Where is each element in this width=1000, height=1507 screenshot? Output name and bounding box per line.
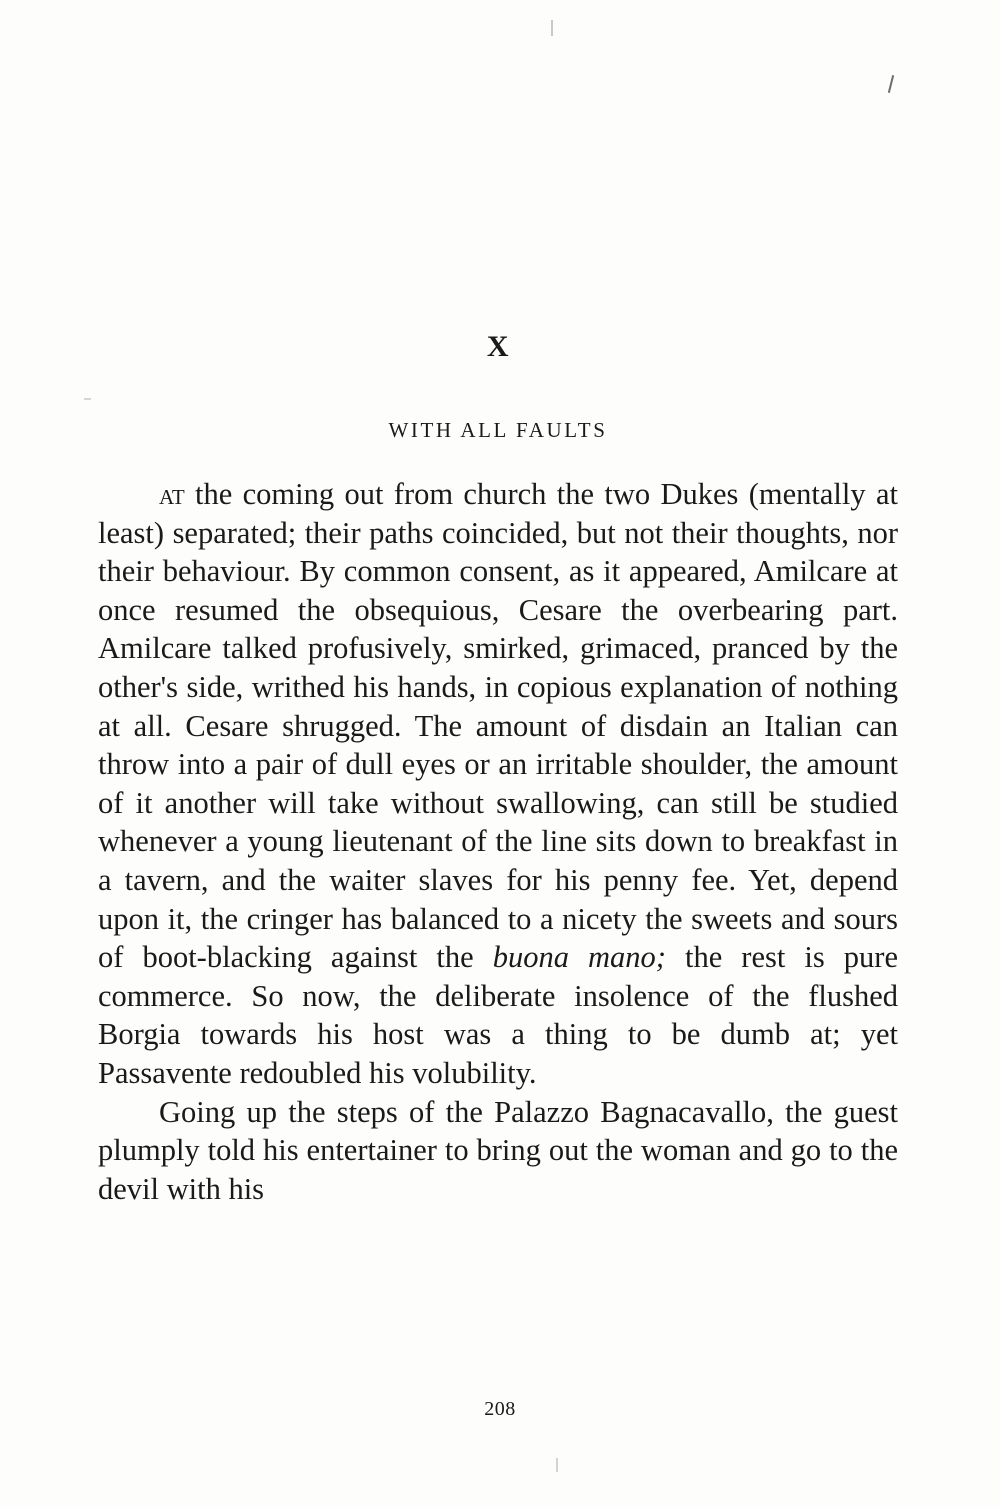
scan-mark-left	[84, 398, 91, 400]
chapter-number: X	[486, 330, 510, 363]
paragraph-2: Going up the steps of the Palazzo Bagnacavallo, the guest plumply told his entertainer to bring out the woman and go to the devil with his	[98, 1094, 898, 1206]
paragraph-1-part-1: the coming out from church the two Dukes (mentally at least) separated; their paths coincided, but not their thoughts, nor their behaviour. By common consent, as it appeared, Amilcare at once resumed the obsequious, Cesare the overbearing part. Amilcare talked profusively, smirked, grimaced, pranced by the other's side, writhed his hands, in copious explanation of nothing at all. Cesare shrugged. The amount of disdain an Italian can throw into a pair of dull eyes or an irritable shoulder, the amount of it another will take without swallowing, can still be studied whenever a young lieutenant of the line sits down to breakfast in a tavern, and the waiter slaves for his penny fee. Yet, depend upon it, the cringer has balanced to a nicety the sweets and sours of boot-blacking against the	[98, 477, 898, 975]
paragraph-1	[98, 475, 898, 1093]
body-text	[98, 475, 898, 1208]
page-number: 208	[484, 1398, 516, 1420]
paragraph-1-part-2: the rest is pure commerce. So now, the deliberate insolence of the flushed Borgia towards his host was a thing to be dumb at; yet Passavente redoubled his volubility.	[98, 940, 898, 1090]
scan-mark-bottom	[556, 1458, 558, 1472]
page-content	[98, 0, 898, 1208]
opening-smallcaps: at	[159, 477, 185, 511]
chapter-title: WITH ALL FAULTS	[388, 418, 608, 442]
italic-phrase: buona mano;	[492, 940, 666, 975]
